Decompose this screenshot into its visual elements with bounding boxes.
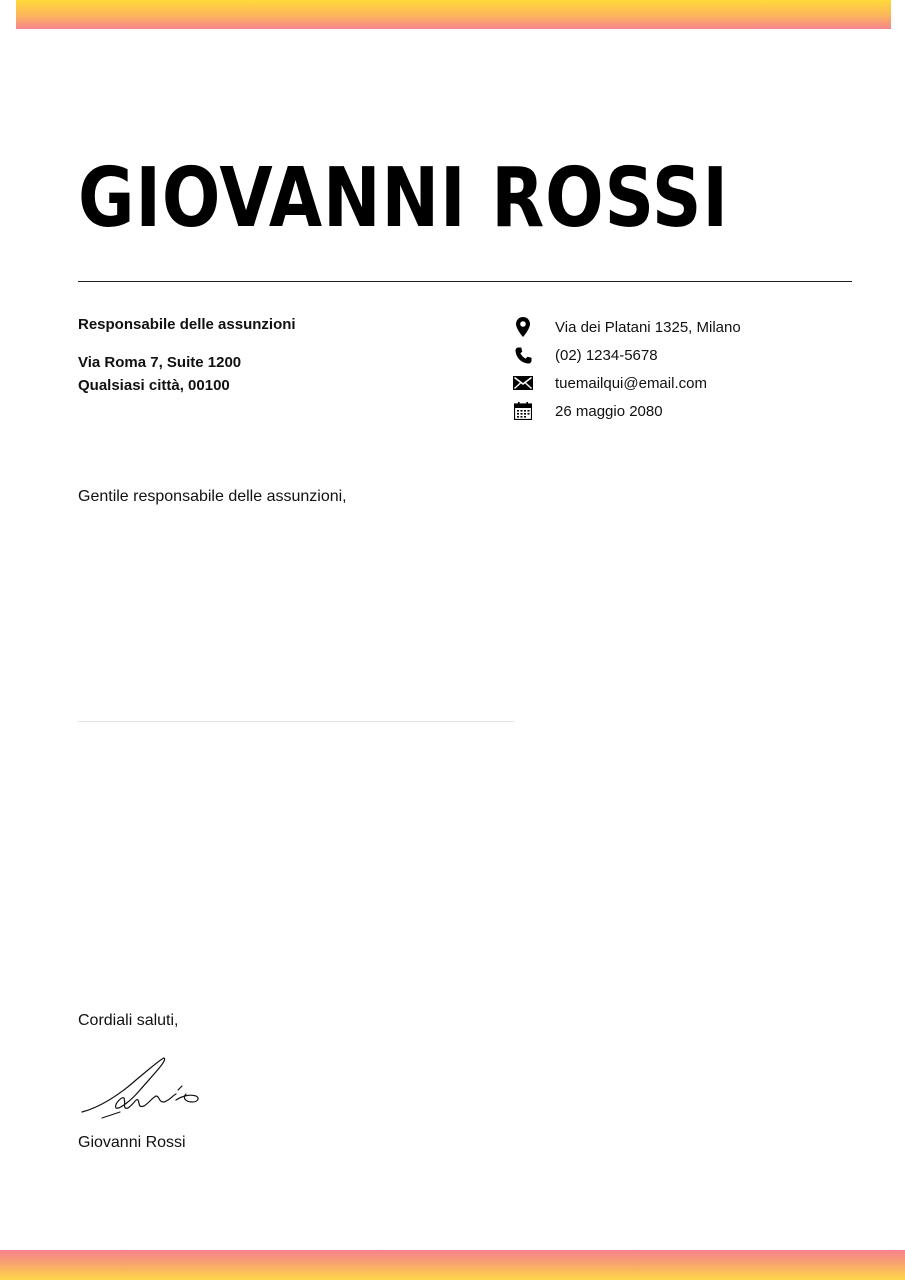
contact-address [512, 313, 852, 341]
bottom-accent-band [0, 1250, 905, 1280]
location-pin-icon [512, 316, 534, 338]
recipient-address-line-1: Via Roma 7, Suite 1200 [78, 354, 242, 371]
body-divider [78, 721, 514, 722]
contact-phone [512, 341, 852, 369]
handwritten-signature [78, 1052, 210, 1124]
contact-email [512, 369, 852, 397]
recipient-block [78, 315, 478, 397]
contact-email-text: tuemailqui@email.com [555, 374, 707, 392]
envelope-icon [512, 372, 534, 394]
header-divider [78, 281, 852, 282]
letter-closing: Cordiali saluti, [78, 1012, 179, 1029]
contact-address-text: Via dei Platani 1325, Milano [555, 318, 741, 336]
recipient-address-line-2: Qualsiasi città, 00100 [78, 377, 230, 394]
applicant-name: GIOVANNI ROSSI [78, 151, 729, 246]
recipient-title: Responsabile delle assunzioni [78, 316, 296, 333]
phone-icon [512, 344, 534, 366]
contact-date [512, 397, 852, 425]
calendar-icon [512, 400, 534, 422]
signoff-name: Giovanni Rossi [78, 1134, 186, 1151]
contact-details [512, 313, 852, 425]
letter-greeting: Gentile responsabile delle assunzioni, [78, 488, 347, 505]
contact-phone-text: (02) 1234-5678 [555, 346, 658, 364]
top-accent-band [16, 0, 891, 29]
contact-date-text: 26 maggio 2080 [555, 402, 663, 420]
